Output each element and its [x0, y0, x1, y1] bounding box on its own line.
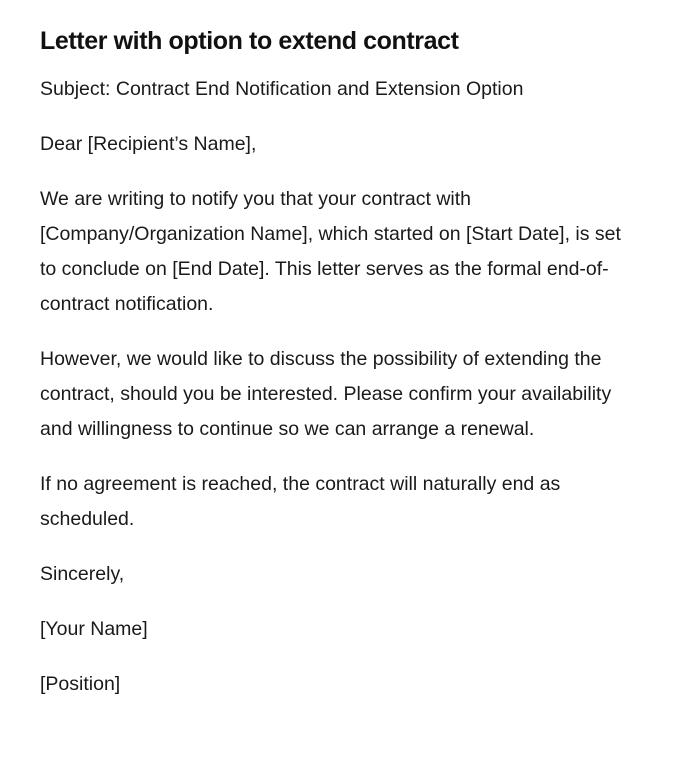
closing: Sincerely, — [40, 563, 125, 585]
body-paragraph: We are writing to notify you that your contract with [Company/Organization Name], which started on [Start Date], is set to conclude on [End Date]. This letter serves as the formal end-of-contract notification. — [40, 188, 621, 315]
document-title: Letter with option to extend contract — [40, 27, 459, 55]
greeting: Dear [Recipient’s Name], — [40, 133, 257, 155]
body-paragraph: If no agreement is reached, the contract will naturally end as scheduled. — [40, 473, 561, 530]
sender-name: [Your Name] — [40, 618, 148, 640]
subject-line: Subject: Contract End Notification and Extension Option — [40, 78, 524, 100]
sender-position: [Position] — [40, 673, 121, 695]
body-paragraph: However, we would like to discuss the possibility of extending the contract, should you be interested. Please confirm your availability and willingness to continue so we can arrange a renewal. — [40, 348, 612, 440]
